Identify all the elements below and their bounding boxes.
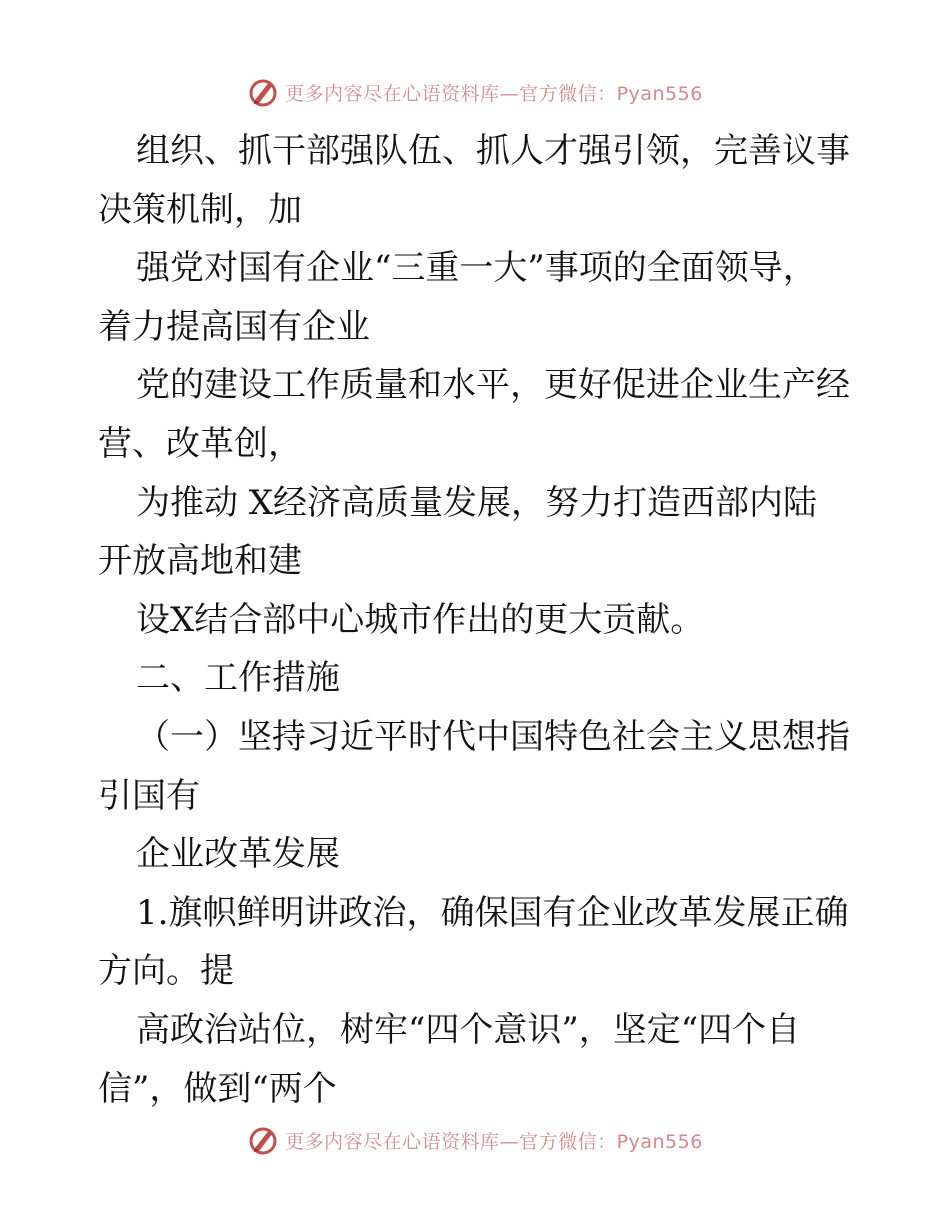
text-line: 信”，做到“两个: [98, 1068, 337, 1109]
text-line: 1.旗帜鲜明讲政治，确保国有企业改革发展正确: [136, 892, 849, 933]
text-line: 高政治站位，树牢“四个意识”，坚定“四个自: [136, 1009, 801, 1050]
pen-seal-logo-icon: [247, 1124, 279, 1156]
text-line: 设X结合部中心城市作出的更大贡献。: [136, 599, 705, 640]
text-line: 二、工作措施: [136, 658, 340, 699]
text-line: 营、改革创，: [98, 423, 302, 464]
text-line: 党的建设工作质量和水平，更好促进企业生产经: [136, 365, 850, 406]
pen-seal-logo-icon: [247, 76, 279, 108]
text-line: 着力提高国有企业: [98, 306, 370, 347]
text-line: 组织、抓干部强队伍、抓人才强引领，完善议事: [136, 131, 850, 171]
text-line: 为推动 X经济高质量发展，努力打造西部内陆: [136, 482, 818, 523]
footer-banner-text: 更多内容尽在心语资料库—官方微信：Pyan556: [285, 1130, 703, 1153]
text-line: 企业改革发展: [136, 834, 340, 875]
text-line: 方向。提: [98, 951, 234, 992]
text-line: 强党对国有企业“三重一大”事项的全面领导，: [136, 248, 817, 289]
text-line: 决策机制，加: [98, 189, 302, 230]
text-line: （一）坚持习近平时代中国特色社会主义思想指: [136, 716, 850, 757]
document-body: [98, 122, 858, 1118]
footer-banner: [0, 1120, 950, 1160]
header-banner: [0, 72, 950, 112]
text-line: 引国有: [98, 775, 200, 816]
text-line: 开放高地和建: [98, 541, 302, 582]
header-banner-text: 更多内容尽在心语资料库—官方微信：Pyan556: [285, 82, 703, 105]
